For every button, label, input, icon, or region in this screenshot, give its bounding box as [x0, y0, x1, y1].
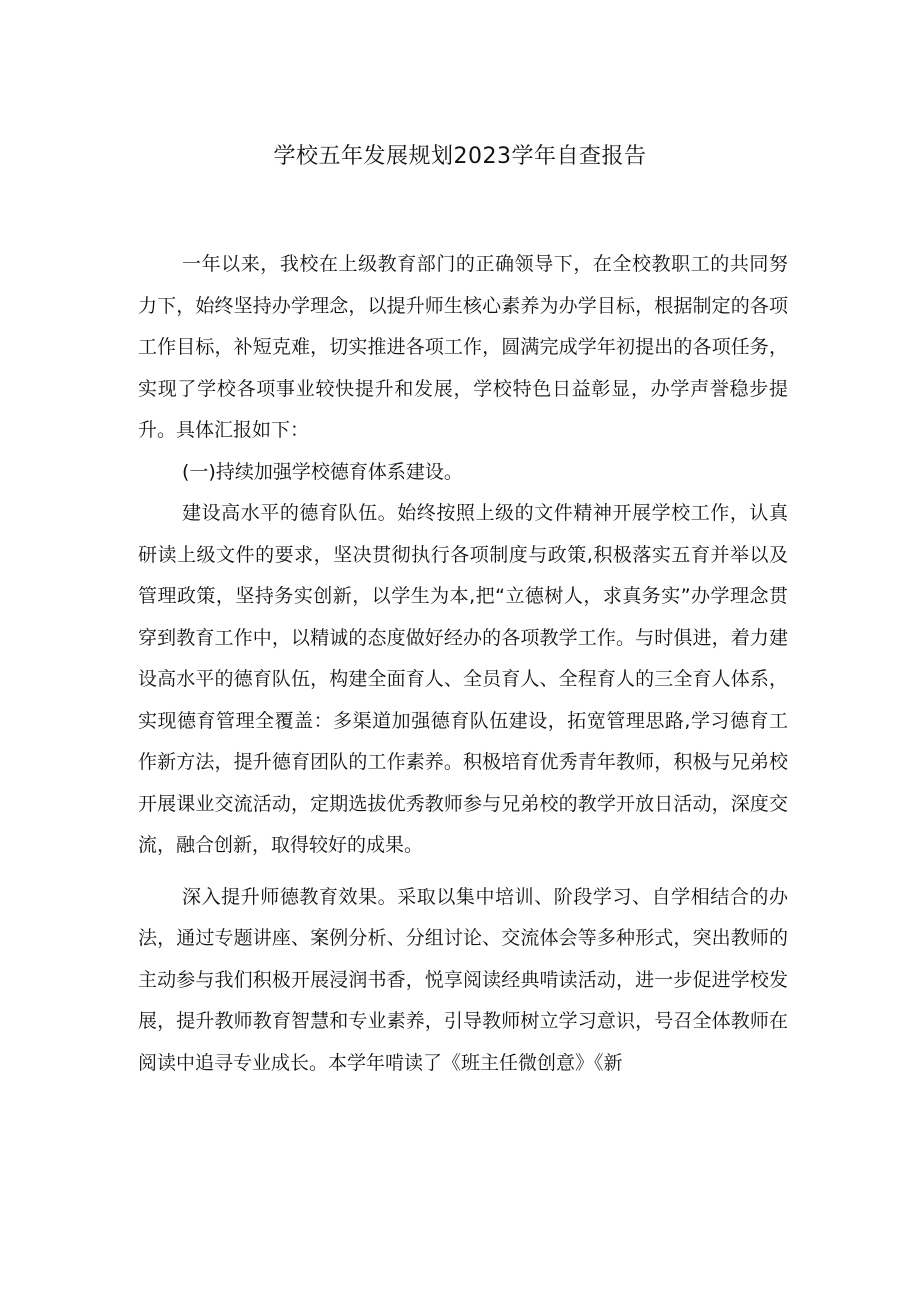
paragraph-teacher-ethics: 深入提升师德教育效果。采取以集中培训、阶段学习、自学相结合的办法，通过专题讲座、案例分析、分组讨论、交流体会等多种形式，突出教师的主动参与我们积极开展浸润书香，悦享阅读经典啃读活动，进一步促进学校发展，提升教师教育智慧和专业素养，引导教师树立学习意识，号召全体教师在阅读中追寻专业成长。本学年啃读了《班主任微创意》《新: [138, 885, 788, 1074]
paragraph-intro: 一年以来，我校在上级教育部门的正确领导下，在全校教职工的共同努力下，始终坚持办学理念，以提升师生核心素养为办学目标，根据制定的各项工作目标，补短克难，切实推进各项工作，圆满完成学年初提出的各项任务，实现了学校各项事业较快提升和发展，学校特色日益彰显，办学声誉稳步提升。具体汇报如下：: [138, 253, 788, 441]
document-body: [138, 244, 788, 1084]
document-title: 学校五年发展规划2023学年自查报告: [273, 144, 647, 169]
section-heading-moral-education: (一)持续加强学校德育体系建设。: [182, 460, 463, 483]
paragraph-moral-team: 建设高水平的德育队伍。始终按照上级的文件精神开展学校工作，认真研读上级文件的要求，坚决贯彻执行各项制度与政策,积极落实五育并举以及管理政策，坚持务实创新，以学生为本,把“立德树人，求真务实”办学理念贯穿到教育工作中，以精诚的态度做好经办的各项教学工作。与时俱进，着力建设高水平的德育队伍，构建全面育人、全员育人、全程育人的三全育人体系，实现德育管理全覆盖：多渠道加强德育队伍建设，拓宽管理思路,学习德育工作新方法，提升德育团队的工作素养。积极培育优秀青年教师，积极与兄弟校开展课业交流活动，定期选拔优秀教师参与兄弟校的教学开放日活动，深度交流，融合创新，取得较好的成果。: [138, 502, 788, 856]
